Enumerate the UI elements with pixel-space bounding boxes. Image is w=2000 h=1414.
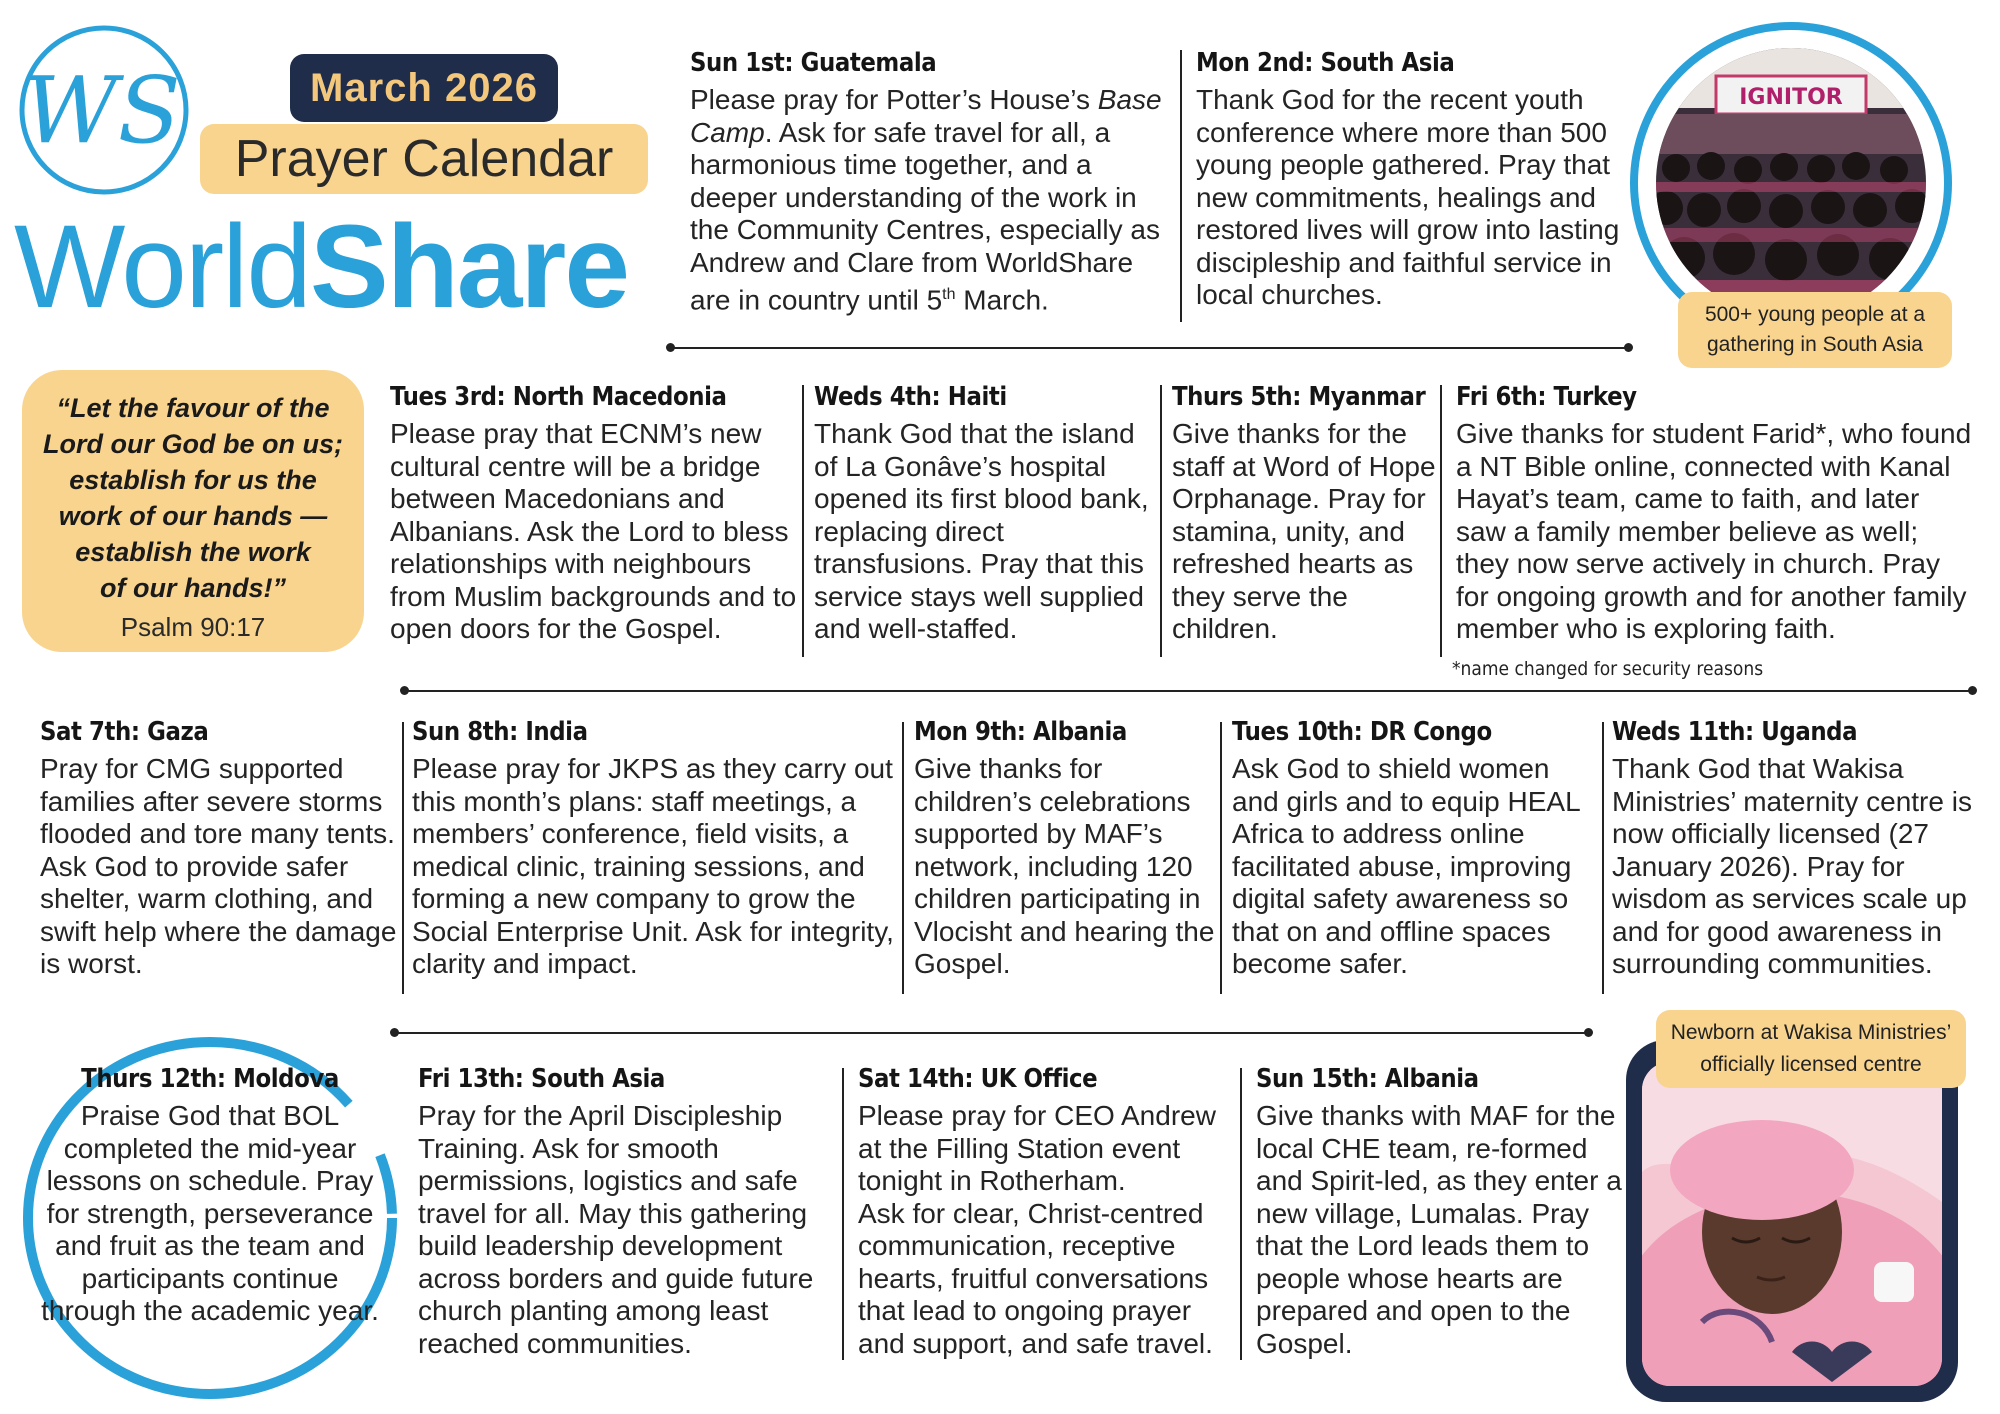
entry-title: Tues 10th: DR Congo — [1232, 717, 1492, 747]
entry-title: Mon 9th: Albania — [914, 717, 1127, 747]
entry-title: Fri 13th: South Asia — [418, 1064, 665, 1094]
separator — [404, 690, 1972, 692]
entry-text: Pray for the April Discipleship Training. Ask for smooth permissions, logistics and safe travel for all. May this gathering build leadership development across borders and guide future church planting among least reached communities. — [418, 1100, 814, 1359]
entry-mon-2 — [1196, 48, 1626, 312]
entry-title: Sun 8th: India — [412, 717, 588, 747]
newborn-photo-caption: Newborn at Wakisa Ministries’ officially licensed centre — [1656, 1010, 1966, 1088]
entry-title: Sun 1st: Guatemala — [690, 48, 937, 78]
entry-thu-12 — [40, 1064, 380, 1328]
separator — [1240, 1068, 1242, 1360]
entry-text: Give thanks for student Farid*, who found a NT Bible online, connected with Kanal Hayat’s team, came to faith, and later saw a family member believe as well; they now serve actively in church. Pray for ongoing growth and for another family member who is exploring faith. — [1456, 418, 1972, 644]
entry-text: Give thanks for children’s celebrations supported by MAF’s network, including 120 children participating in Vlocisht and hearing the Gospel. — [914, 753, 1215, 979]
separator — [1180, 50, 1182, 322]
entry-sat-14 — [858, 1064, 1230, 1360]
separator — [902, 722, 904, 994]
entry-wed-11 — [1612, 717, 1984, 981]
separator — [1602, 722, 1604, 994]
entry-text: Please pray for CEO Andrew at the Filling Station event tonight in Rotherham. Ask for clear, Christ-centred communication, receptive hearts, fruitful conversations that lead to ongoing prayer and support, and safe travel. — [858, 1100, 1216, 1359]
entry-text: Thank God for the recent youth conference where more than 500 young people gathered. Pray that new commitments, healings and restored lives will grow into lasting discipleship and faithful service in local churches. — [1196, 84, 1620, 310]
entry-text: Please pray for Potter’s House’s Base Camp. Ask for safe travel for all, a harmonious time together, and a deeper understanding of the work in the Community Centres, especially as Andrew and Clare from WorldShare are in country until 5th March. — [690, 84, 1162, 316]
entry-title: Mon 2nd: South Asia — [1196, 48, 1455, 78]
youth-banner-text: IGNITOR — [1739, 85, 1843, 110]
worldshare-logo — [14, 20, 194, 200]
youth-gathering-photo — [1656, 48, 1926, 318]
month-label: March 2026 — [290, 54, 558, 122]
entry-text: Pray for CMG supported families after severe storms flooded and tore many tents. Ask God to provide safer shelter, warm clothing, and swift help where the damage is worst. — [40, 753, 397, 979]
entry-text: Thank God that Wakisa Ministries’ maternity centre is now officially licensed (27 January 2026). Pray for wisdom as services scale up and for good awareness in surrounding communities. — [1612, 753, 1972, 979]
entry-tue-10 — [1232, 717, 1600, 981]
brand-light: World — [14, 201, 311, 333]
separator-dot — [1968, 686, 1977, 695]
entry-fri-6 — [1456, 382, 1976, 646]
entry-text: Give thanks with MAF for the local CHE team, re-formed and Spirit-led, as they enter a new village, Lumalas. Pray that the Lord leads them to people whose hearts are prepared and open to the Gospel. — [1256, 1100, 1622, 1359]
entry-title: Sat 7th: Gaza — [40, 717, 209, 747]
entry-text: Praise God that BOL completed the mid-year lessons on schedule. Pray for strength, perseverance and fruit as the team and participants continue through the academic year. — [41, 1100, 379, 1326]
separator — [1440, 385, 1442, 657]
entry-sun-15 — [1256, 1064, 1622, 1360]
entry-title: Weds 11th: Uganda — [1612, 717, 1858, 747]
separator-dot — [400, 686, 409, 695]
calendar-title: Prayer Calendar — [200, 124, 648, 194]
entry-mon-9 — [914, 717, 1224, 981]
entry-sun-8 — [412, 717, 900, 981]
quote-reference: Psalm 90:17 — [120, 612, 266, 642]
brand-bold: Share — [310, 201, 628, 333]
entry-text: Ask God to shield women and girls and to equip HEAL Africa to address online facilitated abuse, improving digital safety awareness so that on and offline spaces become safer. — [1232, 753, 1580, 979]
entry-title: Thurs 12th: Moldova — [81, 1064, 339, 1094]
entry-fri-13 — [418, 1064, 830, 1360]
newborn-photo — [1642, 1062, 1942, 1386]
security-footnote: *name changed for security reasons — [1452, 658, 1764, 680]
entry-title: Tues 3rd: North Macedonia — [390, 382, 727, 412]
entry-text: Thank God that the island of La Gonâve’s hospital opened its first blood bank, replacing direct transfusions. Pray that this service stays well supplied and well-staffed. — [814, 418, 1149, 644]
entry-wed-4 — [814, 382, 1154, 646]
entry-title: Weds 4th: Haiti — [814, 382, 1007, 412]
separator — [1220, 722, 1222, 994]
separator-dot — [666, 343, 675, 352]
entry-text: Please pray that ECNM’s new cultural centre will be a bridge between Macedonians and Albanians. Ask the Lord to bless relationships with neighbours from Muslim backgrounds and to open doors for the Gospel. — [390, 418, 797, 644]
separator — [842, 1068, 844, 1360]
separator-dot — [1584, 1028, 1593, 1037]
separator — [394, 1032, 1588, 1034]
entry-text: Give thanks for the staff at Word of Hope Orphanage. Pray for stamina, unity, and refreshed hearts as they serve the children. — [1172, 418, 1436, 644]
entry-title: Sun 15th: Albania — [1256, 1064, 1479, 1094]
separator-dot — [1624, 343, 1633, 352]
youth-photo-caption: 500+ young people at a gathering in South Asia — [1678, 292, 1952, 368]
quote-text: “Let the favour of the Lord our God be on us; establish for us the work of our hands — establish the work of our hands!” — [43, 393, 343, 603]
entry-thu-5 — [1172, 382, 1436, 646]
entry-title: Thurs 5th: Myanmar — [1172, 382, 1426, 412]
entry-sun-1 — [690, 48, 1180, 317]
separator — [670, 347, 1628, 349]
scripture-quote — [22, 370, 364, 652]
entry-title: Sat 14th: UK Office — [858, 1064, 1098, 1094]
entry-tue-3 — [390, 382, 802, 646]
logo-monogram: WS — [23, 57, 181, 164]
separator — [402, 722, 404, 994]
brand-wordmark — [14, 201, 628, 333]
entry-text: Please pray for JKPS as they carry out this month’s plans: staff meetings, a members’ conference, field visits, a medical clinic, training sessions, and forming a new company to grow the Social Enterprise Unit. Ask for integrity, clarity and impact. — [412, 753, 894, 979]
separator — [802, 385, 804, 657]
entry-sat-7 — [40, 717, 398, 981]
entry-title: Fri 6th: Turkey — [1456, 382, 1637, 412]
separator — [1160, 385, 1162, 657]
